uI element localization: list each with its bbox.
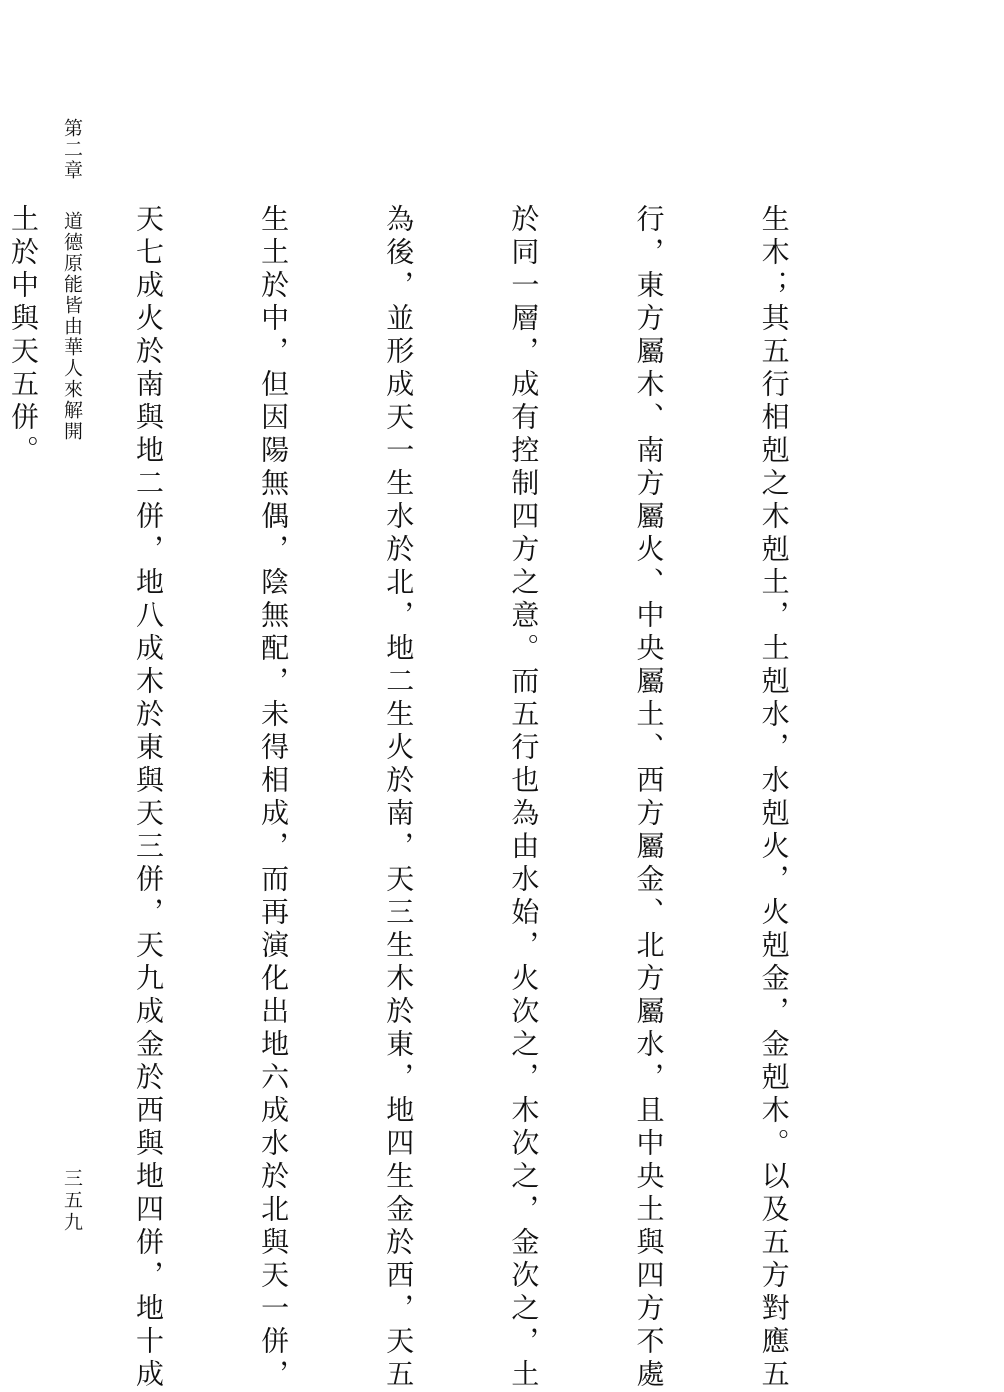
text-line: 生土於中，但因陽無偶，陰無配，未得相成，而再演化出地六成水於北與天一併， — [257, 204, 291, 1392]
text-line: 生木；其五行相剋之木剋土，土剋水，水剋火，火剋金，金剋木。以及五方對應五 — [757, 204, 791, 1392]
text-line: 行，東方屬木、南方屬火、中央屬土、西方屬金、北方屬水，且中央土與四方不處 — [632, 204, 666, 1392]
chapter-title: 道德原能皆由華人來解開 — [61, 211, 83, 442]
text-line: 天七成火於南與地二併，地八成木於東與天三併，天九成金於西與地四併，地十成 — [132, 204, 166, 1392]
page-number: 三五九 — [61, 1168, 83, 1234]
text-line: 於同一層，成有控制四方之意。而五行也為由水始，火次之，木次之，金次之，土 — [507, 204, 541, 1392]
paragraph-1 — [0, 204, 878, 1392]
text-line: 土於中與天五併。 — [6, 204, 40, 468]
chapter-label: 第二章 — [61, 118, 83, 181]
text-line: 為後，並形成天一生水於北，地二生火於南，天三生木於東，地四生金於西，天五 — [382, 204, 416, 1392]
